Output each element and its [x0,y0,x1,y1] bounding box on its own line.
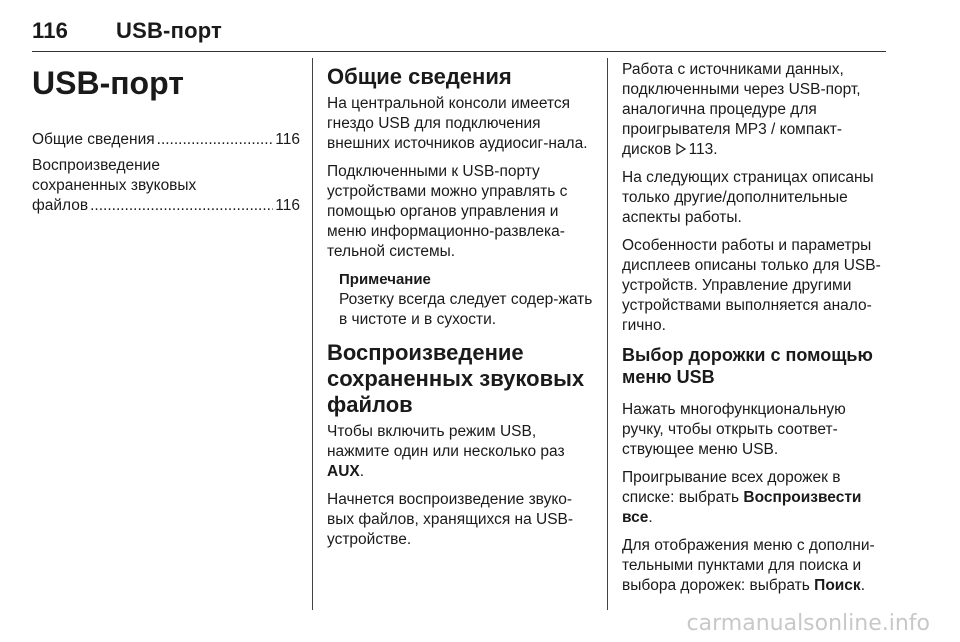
toc-entry-label-line: сохраненных звуковых [32,177,197,194]
cross-reference-page[interactable]: 113 [688,141,714,158]
cross-reference-arrow-icon [676,143,686,155]
page-number: 116 [32,18,69,43]
toc-entry-label-line: Воспроизведение [32,157,160,174]
running-section-title: USB-порт [116,18,223,43]
paragraph-text: Чтобы включить режим USB, нажмите один или несколько раз [327,423,565,460]
paragraph: Подключенными к USB-порту устройствами можно управлять с помощью органов управления и меню информационно-развлека-тельной системы. [327,163,568,260]
content-column-2 [327,60,595,558]
chapter-title: USB-порт [32,65,184,101]
button-name-aux: AUX [327,463,360,480]
content-column-3 [622,60,890,604]
paragraph-text: Для отображения меню с дополни-тельными пунктами для поиска и выбора дорожек: выбрать [622,537,875,594]
note-text: Розетку всегда следует содер-жать в чистоте и в сухости. [339,291,593,328]
header-rule [32,51,886,52]
menu-item-play-all: Воспроизвести все [622,489,862,526]
paragraph [622,468,890,528]
toc-column [32,60,300,222]
paragraph: Начнется воспроизведение звуко-вых файлов, хранящихся на USB-устройстве. [327,491,574,548]
paragraph: Особенности работы и параметры дисплеев описаны только для USB-устройств. Управление другими устройствами выполняется анало-гично. [622,237,881,334]
toc-entry[interactable] [32,156,300,216]
note-box [339,270,595,330]
section-heading-general: Общие сведения [327,64,512,89]
toc-entry-page: 116 [275,131,300,148]
toc-entry-label-line: файлов [32,197,89,214]
paragraph-text: . [860,577,865,594]
paragraph-text: . [359,463,365,480]
toc-leader-dots [157,130,274,150]
toc-entry[interactable] [32,130,300,150]
section-heading-track-select: Выбор дорожки с помощью меню USB [622,345,873,387]
paragraph: На центральной консоли имеется гнездо USB для подключения внешних источников аудиосиг-нала. [327,95,588,152]
paragraph-text: . [648,509,653,526]
toc-entry-page: 116 [275,197,300,214]
paragraph: На следующих страницах описаны только другие/дополнительные аспекты работы. [622,169,874,226]
paragraph-text: Проигрывание всех дорожек в списке: выбрать [622,469,841,506]
paragraph-text: . [713,141,718,158]
column-divider-1 [312,58,313,610]
toc-leader-dots [90,196,273,216]
paragraph: Нажать многофункциональную ручку, чтобы открыть соответ-ствующее меню USB. [622,401,846,458]
paragraph [622,536,890,596]
section-heading-playback: Воспроизведение сохраненных звуковых файлов [327,340,585,417]
page-header [32,18,222,44]
toc-entry-label: Общие сведения [32,131,155,148]
paragraph-text: Работа с источниками данных, подключенными через USB-порт, аналогична процедуре для проигрывателя MP3 / компакт-дисков [622,61,861,158]
menu-item-search: Поиск [814,577,861,594]
note-title: Примечание [339,271,431,288]
paragraph [622,60,890,160]
watermark-text: carmanualsonline.info [686,611,930,636]
paragraph [327,422,595,482]
column-divider-2 [607,58,608,610]
